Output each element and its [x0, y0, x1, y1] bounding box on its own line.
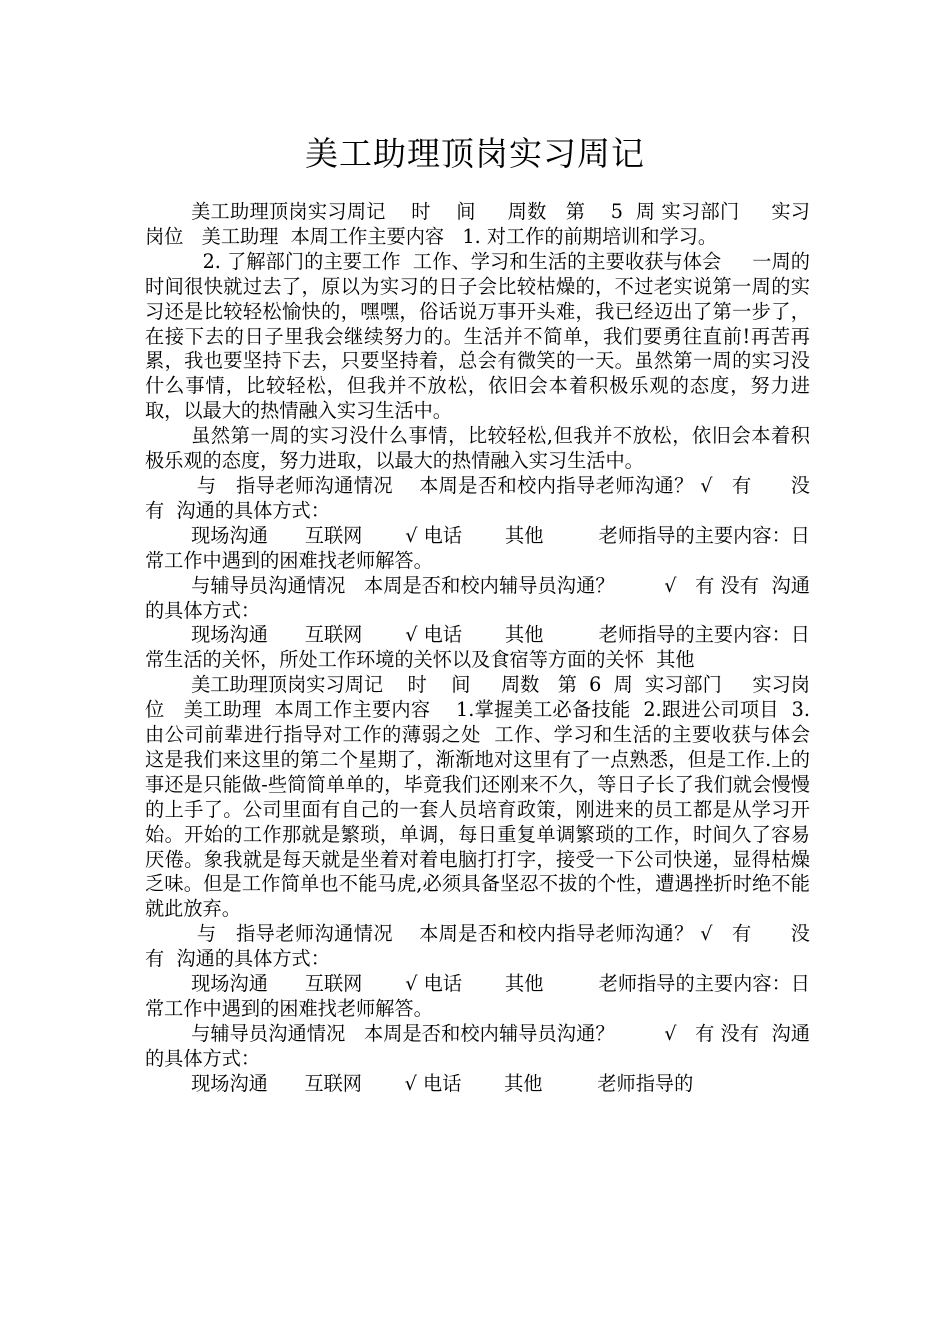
paragraph-teacher-guidance-2: 现场沟通 互联网 √ 电话 其他 老师指导的主要内容：日常工作中遇到的困难找老师解答。	[145, 972, 810, 1020]
paragraph-teacher-communication: 与 指导老师沟通情况 本周是否和校内指导老师沟通？ √ 有 没有 沟通的具体方式：	[145, 473, 810, 522]
paragraph-counselor-communication: 与辅导员沟通情况 本周是否和校内辅导员沟通？ √ 有 没有 沟通的具体方式：	[145, 573, 810, 622]
paragraph-counselor-guidance: 现场沟通 互联网 √ 电话 其他 老师指导的主要内容：日常生活的关怀，所处工作环境的关怀以及食宿等方面的关怀 其他	[145, 623, 810, 672]
paragraph-counselor-communication-2: 与辅导员沟通情况 本周是否和校内辅导员沟通？ √ 有 没有 沟通的具体方式：	[145, 1021, 810, 1070]
document-title: 美工助理顶岗实习周记	[305, 134, 645, 173]
paragraph-week5-header: 美工助理顶岗实习周记 时 间 周数 第 5 周 实习部门 实习岗位 美工助理 本周工作主要内容 1. 对工作的前期培训和学习。	[145, 200, 810, 248]
paragraph-week6-entry: 美工助理顶岗实习周记 时 间 周数 第 6 周 实习部门 实习岗位 美工助理 本周工作主要内容 1.掌握美工必备技能 2.跟进公司项目 3.由公司前辈进行指导对工作的薄弱之处 工作、学习和生活的主要收获与体会 这是我们来这里的第二个星期了，渐渐地对这里有了一点熟悉，但是工作.上的事还是只能做-些简简单单的，毕竟我们还刚来不久，等日子长了我们就会慢慢的上手了。公司里面有自己的一套人员培育政策，刚进来的员工都是从学习开始。开始的工作那就是繁琐，单调，每日重复单调繁琐的工作，时间久了容易厌倦。象我就是每天就是坐着对着电脑打打字，接受一下公司快递，显得枯燥乏味。但是工作简单也不能马虎,必须具备坚忍不拔的个性，遭遇挫折时绝不能就此放弃。	[145, 673, 841, 921]
document-body	[145, 200, 841, 1097]
paragraph-teacher-guidance: 现场沟通 互联网 √ 电话 其他 老师指导的主要内容：日常工作中遇到的困难找老师解答。	[145, 523, 810, 572]
paragraph-teacher-communication-2: 与 指导老师沟通情况 本周是否和校内指导老师沟通？ √ 有 没有 沟通的具体方式：	[145, 922, 810, 971]
paragraph-week5-summary: 2. 了解部门的主要工作 工作、学习和生活的主要收获与体会 一周的时间很快就过去了，原以为实习的日子会比较枯燥的，不过老实说第一周的实习还是比较轻松愉快的，嘿嘿，俗话说万事开头难，我已经迈出了第一步了，在接下去的日子里我会继续努力的。生活并不简单，我们要勇往直前!再苦再累，我也要坚持下去，只要坚持着，总会有微笑的一天。虽然第一周的实习没什么事情，比较轻松，但我并不放松，依旧会本着积极乐观的态度，努力进取，以最大的热情融入实习生活中。	[145, 249, 810, 423]
paragraph-week5-repeat: 虽然第一周的实习没什么事情，比较轻松,但我并不放松，依旧会本着积极乐观的态度，努力进取，以最大的热情融入实习生活中。	[145, 424, 810, 473]
paragraph-counselor-guidance-2: 现场沟通 互联网 √ 电话 其他 老师指导的	[191, 1071, 694, 1095]
